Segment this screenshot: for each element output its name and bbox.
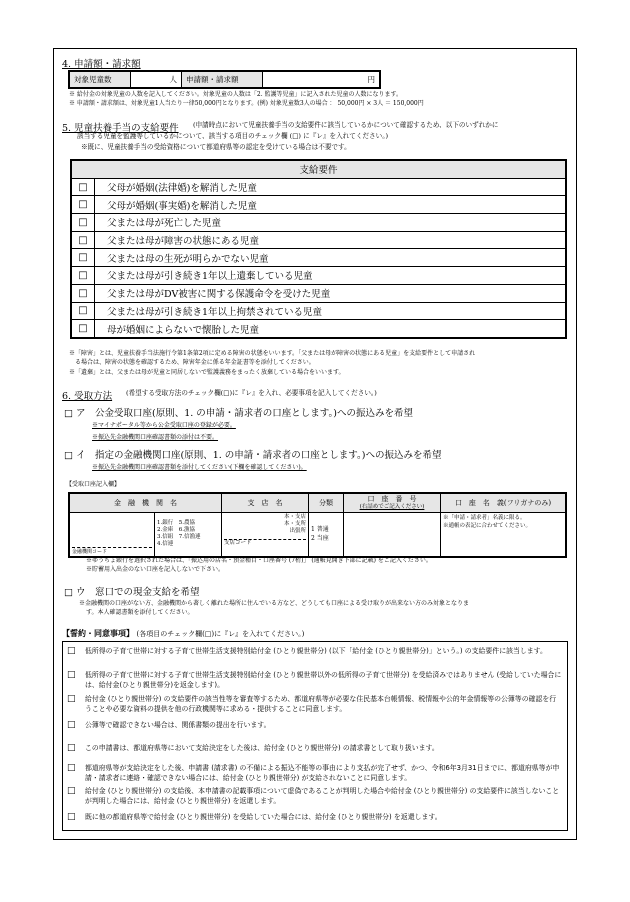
pledge-text: 低所得の子育て世帯に対する子育て世帯生活支援特別給付金 (ひとり親世帯分) (以下「給付金 (ひとり親世帯分)」という。) の支給要件に該当します。 <box>85 647 547 655</box>
section-4-note: ※ 申請額・請求額は、対象児童1人当たり一律50,000円となります。(例) 対象児童数3人の場合 ： 50,000円 × 3人 ＝ 150,000円 <box>69 100 424 107</box>
requirement-checkbox[interactable]: □ <box>71 284 95 302</box>
account-number-field[interactable] <box>344 513 441 557</box>
pledge-text: 給付金 (ひとり親世帯分) の支給後、本申請書の記載事項について虚偽であることが判明した場合や給付金 (ひとり親世帯分) の支給要件に該当しないことが判明した場合には、給付金 (ひとり親世帯分) を返還します。 <box>85 787 560 805</box>
section-5-intro: 該当する児童を監護等しているかについて、該当する項目のチェック欄 (□) に『レ』を入れてください。) <box>77 132 389 140</box>
pledge-box <box>62 641 568 831</box>
bank-type-line: 2.金庫 6.漁協 <box>157 527 195 534</box>
amount-field[interactable]: 円 <box>263 71 381 88</box>
requirement-checkbox[interactable]: □ <box>71 320 95 338</box>
pledge-checkbox[interactable]: □ <box>67 786 76 796</box>
option-c-note: す。本人確認書類を添付してください。 <box>86 609 194 616</box>
option-b-note: ※振込先金融機関口座確認書類を添付してください(下欄を確認してください)。 <box>92 464 307 471</box>
pledge-checkbox[interactable]: □ <box>67 743 76 753</box>
option-b-designated-account[interactable]: □ イ 指定の金融機関口座(原則、1. の申請・請求者の口座とします。)への振込みを希望 <box>64 450 442 461</box>
bank-account-table <box>68 492 567 558</box>
requirement-checkbox[interactable]: □ <box>71 214 95 232</box>
requirement-checkbox[interactable]: □ <box>71 178 95 196</box>
pledge-checkbox[interactable]: □ <box>67 694 76 704</box>
amount-label: 申請額・請求額 <box>182 71 263 88</box>
pledge-text: 給付金 (ひとり親世帯分) の支給要件の該当性等を審査等するため、都道府県等が必要な住民基本台帳情報、税情報や公的年金情報等の公簿等の確認を行うことや必要な資料の提供を他の行政機関等に求める・提供することに同意します。 <box>85 695 557 713</box>
bank-code-label: 金融機関コード <box>72 547 152 555</box>
section-4-title: 4. 申請額・請求額 <box>62 59 141 70</box>
section-5-note: ※「遺棄」とは、父または母が児童と同居しないで監護義務をまったく放棄している場合をいいます。 <box>69 369 345 376</box>
bank-name-header: 金 融 機 関 名 <box>69 493 222 513</box>
requirement-checkbox[interactable]: □ <box>71 267 95 285</box>
requirement-item: 父母が婚姻(事実婚)を解消した児童 <box>95 196 567 214</box>
option-c-note: ※金融機関の口座がない方、金融機関から著しく離れた場所に住んでいる方など、どうしても口座による受け取りが出来ない方のみ対象となりま <box>79 600 470 607</box>
account-type-options[interactable]: 1 普通 2 当座 <box>309 513 344 557</box>
pledge-checkbox[interactable]: □ <box>67 720 76 730</box>
account-number-header-note: (右詰めでご記入ください) <box>359 504 425 510</box>
option-c-cash-counter[interactable]: □ ウ 窓口での現金支給を希望 <box>64 587 200 598</box>
requirement-item: 父または母がDV被害に関する保護命令を受けた児童 <box>95 284 567 302</box>
requirement-checkbox[interactable]: □ <box>71 249 95 267</box>
section-5-title: 5. 児童扶養手当の支給要件 <box>62 123 179 134</box>
requirement-item: 父または母が引き続き1年以上遺棄している児童 <box>95 267 567 285</box>
section-4-note: ※ 給付金の対象児童の人数を記入してください。対象児童の人数は「2. 監護等児童」に記入された児童の人数になります。 <box>69 91 403 98</box>
pledge-text: この申請書は、都道府県等において支給決定をした後は、給付金 (ひとり親世帯分) の請求書として取り扱います。 <box>85 744 439 752</box>
pledge-text: 既に他の都道府県等で給付金 (ひとり親世帯分) を受給していた場合には、給付金 (ひとり親世帯分) を返還します。 <box>85 813 442 821</box>
requirements-table <box>70 159 567 339</box>
section-6-intro: (希望する受取方法のチェック欄(□)に『レ』を入れ、必要事項を記入してください。) <box>126 389 377 397</box>
child-count-field[interactable]: 人 <box>131 71 182 88</box>
pledge-text: 公簿等で確認できない場合は、関係書類の提出を行います。 <box>85 721 271 729</box>
pledge-title-line <box>62 628 304 639</box>
requirement-item: 母が婚姻によらないで懐胎した児童 <box>95 320 567 338</box>
requirement-item: 父母が婚姻(法律婚)を解消した児童 <box>95 178 567 196</box>
pledge-checkbox[interactable]: □ <box>67 670 76 680</box>
requirement-checkbox[interactable]: □ <box>71 231 95 249</box>
bank-name-field[interactable] <box>69 513 155 557</box>
account-type-header: 分類 <box>309 493 344 513</box>
option-a-note: ※マイナポータル等から公金受取口座の登録が必要。 <box>92 422 236 429</box>
branch-type-options: 本・支店 本・支所 出張所 <box>283 514 306 534</box>
child-count-label: 対象児童数 <box>69 71 131 88</box>
account-holder-header: 口 座 名 義(フリガナのみ) <box>441 493 567 513</box>
bank-note: ※貯蓄用入出金のない口座を記入しないで下さい。 <box>86 566 225 573</box>
amount-table <box>68 70 381 89</box>
pledge-text: 都道府県等が支給決定をした後、申請書 (請求書) の不備による振込不能等の事由により支払が完了せず、かつ、令和6年3月31日までに、都道府県等が申請・請求者に連絡・確認できない場合には、給付金 (ひとり親世帯分) が支給されないことに同意します。 <box>85 764 560 782</box>
section-5-intro: ※既に、児童扶養手当の受給資格について都道府県等の認定を受けている場合は不要です。 <box>81 143 351 151</box>
pledge-title: 【誓約・同意事項】 <box>62 628 134 638</box>
pledge-intro: (各項目のチェック欄(□)に『レ』を入れてください。) <box>136 630 305 638</box>
account-holder-field[interactable] <box>441 513 567 557</box>
branch-name-header: 支 店 名 <box>222 493 309 513</box>
requirements-header: 支給要件 <box>71 160 566 178</box>
requirement-item: 父または母の生死が明らかでない児童 <box>95 249 567 267</box>
requirement-checkbox[interactable]: □ <box>71 196 95 214</box>
requirement-item: 父または母が死亡した児童 <box>95 214 567 232</box>
branch-name-field[interactable] <box>222 513 309 557</box>
account-number-header-title: 口 座 番 号 <box>367 495 417 503</box>
bank-section-label: 【受取口座記入欄】 <box>66 481 121 488</box>
section-5-note: ※「障害」とは、児童扶養手当法施行令第1条第2項に定める障害の状態をいいます。「父または母が障害の状態にある児童」を支給要件として申請され <box>69 350 476 357</box>
section-6-title: 6. 受取方法 <box>62 391 113 402</box>
pledge-checkbox[interactable]: □ <box>67 812 76 822</box>
bank-type-line: 4.信連 <box>157 541 174 548</box>
requirement-item: 父または母が引き続き1年以上拘禁されている児童 <box>95 302 567 320</box>
branch-code-label: 支店コード <box>224 539 306 547</box>
option-a-note: ※振込先金融機関口座確認書類の添付は不要。 <box>92 434 219 441</box>
bank-type-line: 1.銀行 5.農協 <box>157 520 195 527</box>
account-number-header <box>344 493 441 513</box>
section-5-note: る場合は、障害の状態を確認するため、障害年金に係る年金証書等を添付してください。 <box>69 359 315 366</box>
bank-note: ※ゆうちょ銀行を選択された場合は、「振込用の店名・預金種目・口座番号 (7桁)」 (通帳見開き下部に記載) をご記入ください。 <box>86 557 432 564</box>
bank-type-line: 3.信組 7.信漁連 <box>157 534 201 541</box>
section-5-intro: (申請時点において児童扶養手当の支給要件に該当しているかについて確認するため、以下のいずれかに <box>193 121 499 129</box>
pledge-checkbox[interactable]: □ <box>67 763 76 773</box>
requirement-checkbox[interactable]: □ <box>71 302 95 320</box>
bank-type-options[interactable] <box>155 513 222 557</box>
requirement-item: 父または母が障害の状態にある児童 <box>95 231 567 249</box>
account-holder-note: ※通帳の表記に合わせてください。 <box>443 523 532 529</box>
pledge-checkbox[interactable]: □ <box>67 646 76 656</box>
option-a-public-account[interactable]: □ ア 公金受取口座(原則、1. の申請・請求者の口座とします。)への振込みを希望 <box>64 408 413 419</box>
pledge-text: 低所得の子育て世帯に対する子育て世帯生活支援特別給付金 (ひとり親世帯以外の低所得の子育て世帯分) を受給済みではありません (受給していた場合には、給付金(ひとり親世帯分)を返金します)。 <box>85 671 562 689</box>
account-holder-note: ※「申請・請求者」名義に限る。 <box>443 515 526 521</box>
